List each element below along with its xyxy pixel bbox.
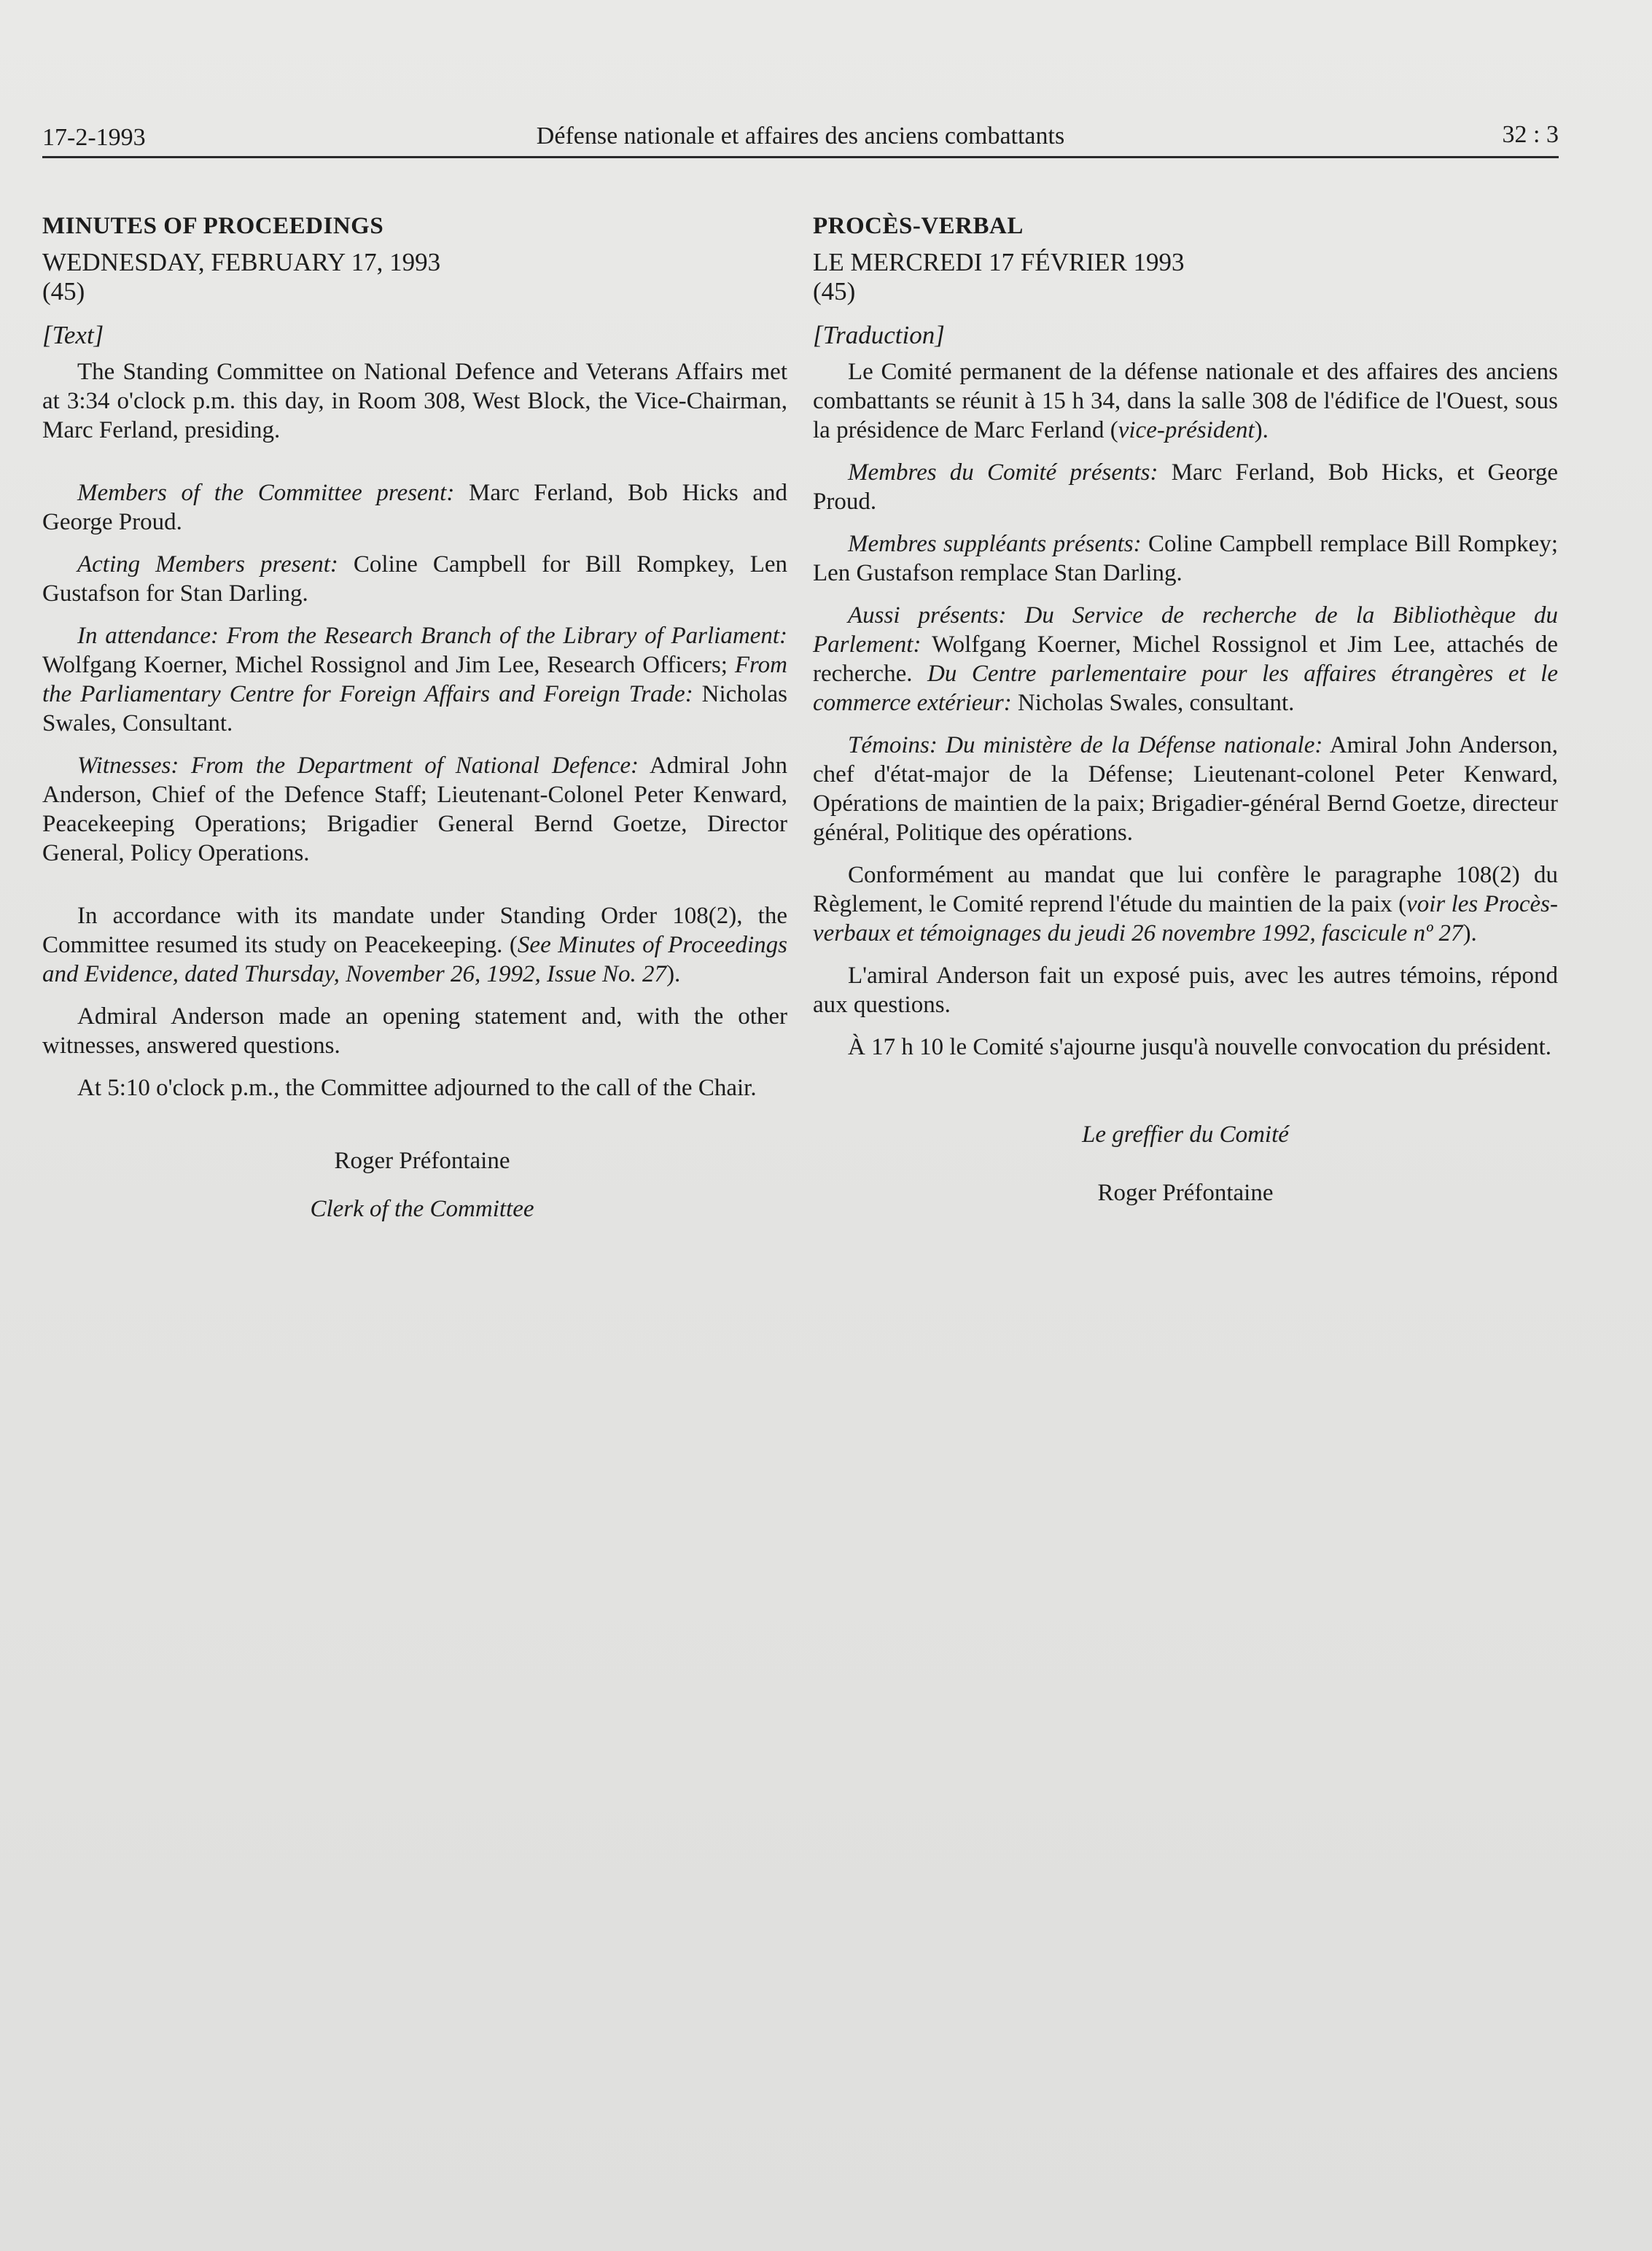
french-statement: L'amiral Anderson fait un exposé puis, avec les autres témoins, répond aux questions. bbox=[813, 963, 1558, 1018]
french-witnesses: Témoins: Du ministère de la Défense nationale: Amiral John Anderson, chef d'état-major de la Défense; Lieutenant-colonel Peter Kenward, Opérations de maintien de la paix; Brigadier-général Bernd Goetze, directeur général, Politique des opérations. bbox=[813, 732, 1558, 846]
english-signature-name: Roger Préfontaine bbox=[334, 1148, 510, 1174]
english-text-tag: [Text] bbox=[42, 321, 104, 349]
english-signature-role: Clerk of the Committee bbox=[310, 1196, 534, 1222]
page-number: 32 : 3 bbox=[1502, 121, 1559, 148]
english-acting-members: Acting Members present: Coline Campbell for Bill Rompkey, Len Gustafson for Stan Darling. bbox=[42, 551, 787, 607]
french-members: Membres du Comité présents: Marc Ferland, Bob Hicks, et George Proud. bbox=[813, 459, 1558, 515]
english-issue-ref: (45) bbox=[42, 277, 85, 306]
french-column bbox=[813, 195, 1558, 1208]
english-statement: Admiral Anderson made an opening statement and, with the other witnesses, answered questions. bbox=[42, 1003, 787, 1059]
english-attendance: In attendance: From the Research Branch of the Library of Parliament: Wolfgang Koerner, Michel Rossignol and Jim Lee, Research Officers; From the Parliamentary Centre for Foreign Affairs and Foreign Trade: Nicholas Swales, Consultant. bbox=[42, 623, 787, 736]
english-adjournment: At 5:10 o'clock p.m., the Committee adjourned to the call of the Chair. bbox=[77, 1075, 757, 1101]
french-attendance: Aussi présents: Du Service de recherche de la Bibliothèque du Parlement: Wolfgang Koerner, Michel Rossignol et Jim Lee, attachés de recherche. Du Centre parlementaire pour les affaires étrangères et le commerce extérieur: Nicholas Swales, consultant. bbox=[813, 602, 1558, 716]
french-opening: Le Comité permanent de la défense nationale et des affaires des anciens combattants se réunit à 15 h 34, dans la salle 308 de l'édifice de l'Ouest, sous la présidence de Marc Ferland (vice-président). bbox=[813, 359, 1558, 443]
english-mandate: In accordance with its mandate under Standing Order 108(2), the Committee resumed its study on Peacekeeping. (See Minutes of Proceedings and Evidence, dated Thursday, November 26, 1992, Issue No. 27). bbox=[42, 903, 787, 987]
french-date-line: LE MERCREDI 17 FÉVRIER 1993 bbox=[813, 248, 1185, 276]
french-signature-name: Roger Préfontaine bbox=[1097, 1180, 1274, 1206]
page-header bbox=[42, 109, 1559, 158]
french-adjournment: À 17 h 10 le Comité s'ajourne jusqu'à nouvelle convocation du président. bbox=[848, 1034, 1552, 1060]
french-heading: PROCÈS-VERBAL bbox=[813, 213, 1024, 239]
header-date: 17-2-1993 bbox=[42, 124, 146, 151]
english-opening: The Standing Committee on National Defence and Veterans Affairs met at 3:34 o'clock p.m. this day, in Room 308, West Block, the Vice-Chairman, Marc Ferland, presiding. bbox=[42, 359, 787, 443]
english-witnesses: Witnesses: From the Department of National Defence: Admiral John Anderson, Chief of the Defence Staff; Lieutenant-Colonel Peter Kenward, Peacekeeping Operations; Brigadier General Bernd Goetze, Director General, Policy Operations. bbox=[42, 753, 787, 866]
header-title: Défense nationale et affaires des anciens combattants bbox=[536, 123, 1065, 149]
french-issue-ref: (45) bbox=[813, 277, 856, 306]
english-heading: MINUTES OF PROCEEDINGS bbox=[42, 213, 384, 239]
french-acting-members: Membres suppléants présents: Coline Campbell remplace Bill Rompkey; Len Gustafson remplace Stan Darling. bbox=[813, 531, 1558, 586]
french-mandate: Conformément au mandat que lui confère le paragraphe 108(2) du Règlement, le Comité reprend l'étude du maintien de la paix (voir les Procès-verbaux et témoignages du jeudi 26 novembre 1992, fascicule nº 27). bbox=[813, 862, 1558, 946]
english-column bbox=[42, 195, 787, 1224]
french-signature-role: Le greffier du Comité bbox=[1082, 1121, 1289, 1148]
english-members: Members of the Committee present: Marc Ferland, Bob Hicks and George Proud. bbox=[42, 480, 788, 535]
english-date-line: WEDNESDAY, FEBRUARY 17, 1993 bbox=[42, 248, 441, 276]
french-text-tag: [Traduction] bbox=[813, 321, 945, 349]
